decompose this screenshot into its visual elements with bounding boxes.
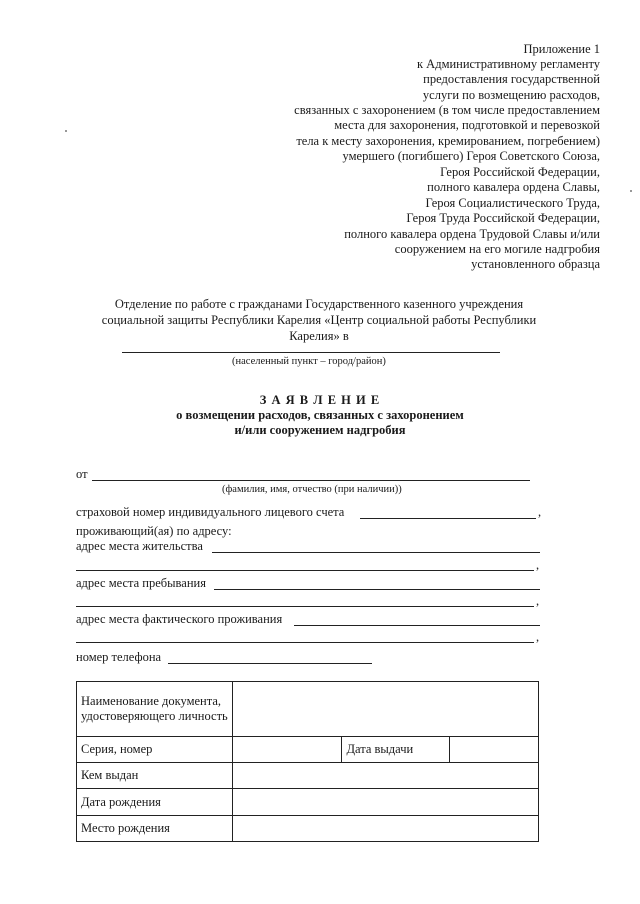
snils-label: страховой номер индивидуального лицевого счета	[76, 505, 345, 519]
appendix-line: Героя Социалистического Труда,	[425, 196, 600, 210]
table-row	[77, 682, 539, 737]
birth-date-label: Дата рождения	[77, 789, 233, 816]
issue-date-value[interactable]	[450, 737, 539, 763]
appendix-line: Приложение 1	[523, 42, 600, 56]
stay-address-field[interactable]	[214, 589, 540, 590]
id-document-table	[76, 681, 539, 842]
snils-field[interactable]	[360, 518, 536, 519]
appendix-line: сооружением на его могиле надгробия	[394, 242, 600, 256]
actual-address-label: адрес места фактического проживания	[76, 612, 283, 626]
residence-address-field-2[interactable]	[76, 570, 534, 571]
phone-field[interactable]	[168, 663, 372, 664]
department-line: Отделение по работе с гражданами Государственного казенного учреждения	[114, 297, 524, 311]
appendix-line: услуги по возмещению расходов,	[422, 88, 600, 102]
issue-date-label: Дата выдачи	[342, 737, 450, 763]
appendix-line: полного кавалера ордена Славы,	[427, 180, 600, 194]
appendix-line: установленного образца	[471, 257, 600, 271]
series-number-value[interactable]	[232, 737, 342, 763]
appendix-line: к Административному регламенту	[416, 57, 600, 71]
actual-address-field-2[interactable]	[76, 642, 534, 643]
birth-place-value[interactable]	[232, 816, 538, 842]
appendix-line: предоставления государственной	[423, 72, 600, 86]
actual-address-field[interactable]	[294, 625, 540, 626]
scan-speck	[630, 190, 632, 192]
applicant-name-caption: (фамилия, имя, отчество (при наличии))	[222, 484, 402, 495]
appendix-line: тела к месту захоронения, кремированием, погребением)	[296, 134, 600, 148]
appendix-line: места для захоронения, подготовкой и перевозкой	[334, 118, 600, 132]
from-label: от	[76, 467, 88, 481]
table-row	[77, 763, 539, 789]
appendix-line: Героя Российской Федерации,	[440, 165, 600, 179]
appendix-line: связанных с захоронением (в том числе предоставлением	[294, 103, 600, 117]
comma: ,	[536, 630, 540, 644]
comma: ,	[536, 558, 540, 572]
phone-label: номер телефона	[76, 650, 162, 664]
birth-date-value[interactable]	[232, 789, 538, 816]
birth-place-label: Место рождения	[77, 816, 233, 842]
locality-caption: (населенный пункт – город/район)	[232, 356, 386, 367]
residing-label: проживающий(ая) по адресу:	[76, 524, 232, 538]
table-row	[77, 737, 539, 763]
appendix-line: полного кавалера ордена Трудовой Славы и/или	[344, 227, 600, 241]
residence-address-field[interactable]	[212, 552, 540, 553]
department-line: Карелия» в	[289, 329, 349, 343]
stay-address-label: адрес места пребывания	[76, 576, 206, 590]
stay-address-field-2[interactable]	[76, 606, 534, 607]
doc-name-value[interactable]	[232, 682, 538, 737]
issued-by-value[interactable]	[232, 763, 538, 789]
series-number-label: Серия, номер	[77, 737, 233, 763]
table-row	[77, 816, 539, 842]
table-row	[77, 789, 539, 816]
residence-address-label: адрес места жительства	[76, 539, 203, 553]
statement-subtitle: о возмещении расходов, связанных с захоронением	[176, 408, 464, 422]
doc-name-label: Наименование документа, удостоверяющего личность	[77, 682, 233, 737]
issued-by-label: Кем выдан	[77, 763, 233, 789]
appendix-line: умершего (погибшего) Героя Советского Союза,	[342, 149, 600, 163]
comma: ,	[536, 594, 540, 608]
statement-title: З А Я В Л Е Н И Е	[259, 393, 381, 407]
statement-subtitle: и/или сооружением надгробия	[234, 423, 406, 437]
applicant-name-field[interactable]	[92, 480, 530, 481]
appendix-line: Героя Труда Российской Федерации,	[406, 211, 600, 225]
department-line: социальной защиты Республики Карелия «Центр социальной работы Республики	[101, 313, 537, 327]
scan-speck	[65, 130, 67, 132]
comma: ,	[538, 505, 542, 519]
locality-input-line[interactable]	[122, 352, 500, 353]
